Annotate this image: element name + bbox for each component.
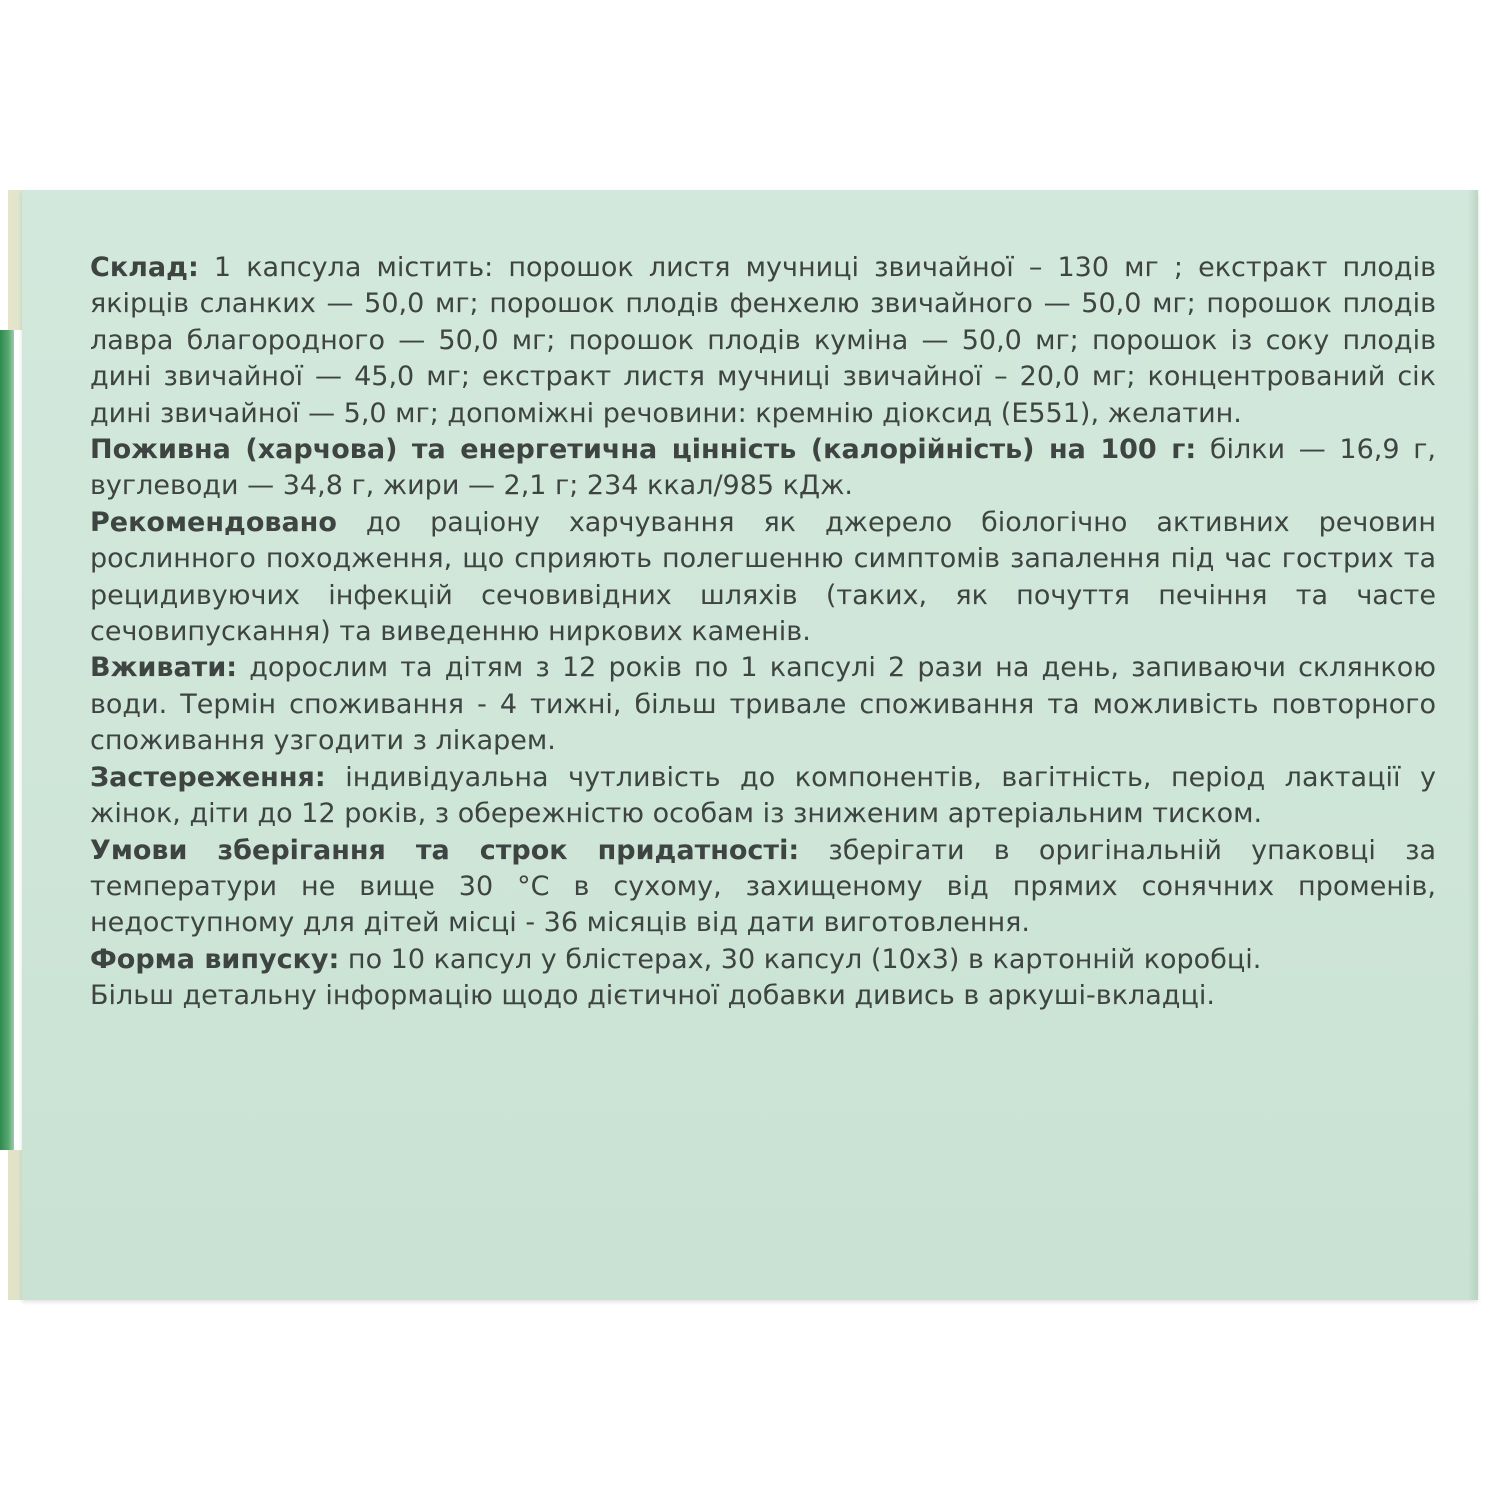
composition-label: Склад: xyxy=(90,252,199,283)
release-form-text: по 10 капсул у блістерах, 30 капсул (10х3) в картонній коробці. xyxy=(347,943,1262,975)
nutrition-label: Поживна (харчова) та енергетична цінність (калорійність) на 100 г: xyxy=(90,434,1197,466)
usage-paragraph xyxy=(90,650,1436,759)
more-info-text: Більш детальну інформацію щодо дієтичної добавки дивись в аркуші-вкладці. xyxy=(90,980,1215,1012)
storage-label: Умови зберігання та строк придатності: xyxy=(90,834,800,866)
warnings-label: Застереження: xyxy=(90,761,326,793)
box-green-side-edge xyxy=(0,330,14,1150)
recommended-paragraph xyxy=(90,505,1436,651)
nutrition-text: білки — 16,9 г, вуглеводи — 34,8 г, жири — 2,1 г; 234 ккал/985 кДж. xyxy=(90,434,1436,502)
warnings-paragraph xyxy=(90,760,1436,833)
warnings-text: індивідуальна чутливість до компонентів, вагітність, період лактації у жінок, діти до 12 років, з обережністю особам із зниженим артеріальним тиском. xyxy=(90,761,1436,830)
recommended-label: Рекомендовано xyxy=(90,506,337,538)
release-form-label: Форма випуску: xyxy=(90,943,340,975)
package-label-text xyxy=(90,250,1436,1015)
composition-paragraph xyxy=(90,250,1436,432)
nutrition-paragraph xyxy=(90,432,1436,505)
box-right-shadow xyxy=(1468,190,1478,1300)
storage-text: зберігати в оригінальній упаковці за температури не вище 30 °С в сухому, захищеному від прямих сонячних променів, недоступному для дітей місці - 36 місяців від дати виготовлення. xyxy=(90,834,1436,939)
release-form-paragraph xyxy=(90,942,1436,978)
more-info-paragraph xyxy=(90,978,1436,1014)
usage-label: Вживати: xyxy=(90,652,238,684)
composition-text: 1 капсула містить: порошок листя мучниці звичайної – 130 мг ; екстракт плодів якірців сланких — 50,0 мг; порошок плодів фенхелю звичайного — 50,0 мг; порошок плодів лавра благородного — 50,0 мг; порошок плодів куміна — 50,0 мг; порошок із соку плодів дині звичайної — 45,0 мг; екстракт листя мучниці звичайної – 20,0 мг; концентрований сік дині звичайної — 5,0 мг; допоміжні речовини: кремнію діоксид (Е551), желатин. xyxy=(90,252,1436,429)
usage-text: дорослим та дітям з 12 років по 1 капсулі 2 рази на день, запиваючи склянкою води. Термін споживання - 4 тижні, більш тривале споживання та можливість повторного споживання узгодити з лікарем. xyxy=(90,652,1436,757)
storage-paragraph xyxy=(90,833,1436,942)
recommended-text: до раціону харчування як джерело біологічно активних речовин рослинного походження, що сприяють полегшенню симптомів запалення під час гострих та рецидивуючих інфекцій сечовивідних шляхів (таких, як почуття печіння та часте сечовипускання) та виведенню ниркових каменів. xyxy=(90,506,1436,648)
